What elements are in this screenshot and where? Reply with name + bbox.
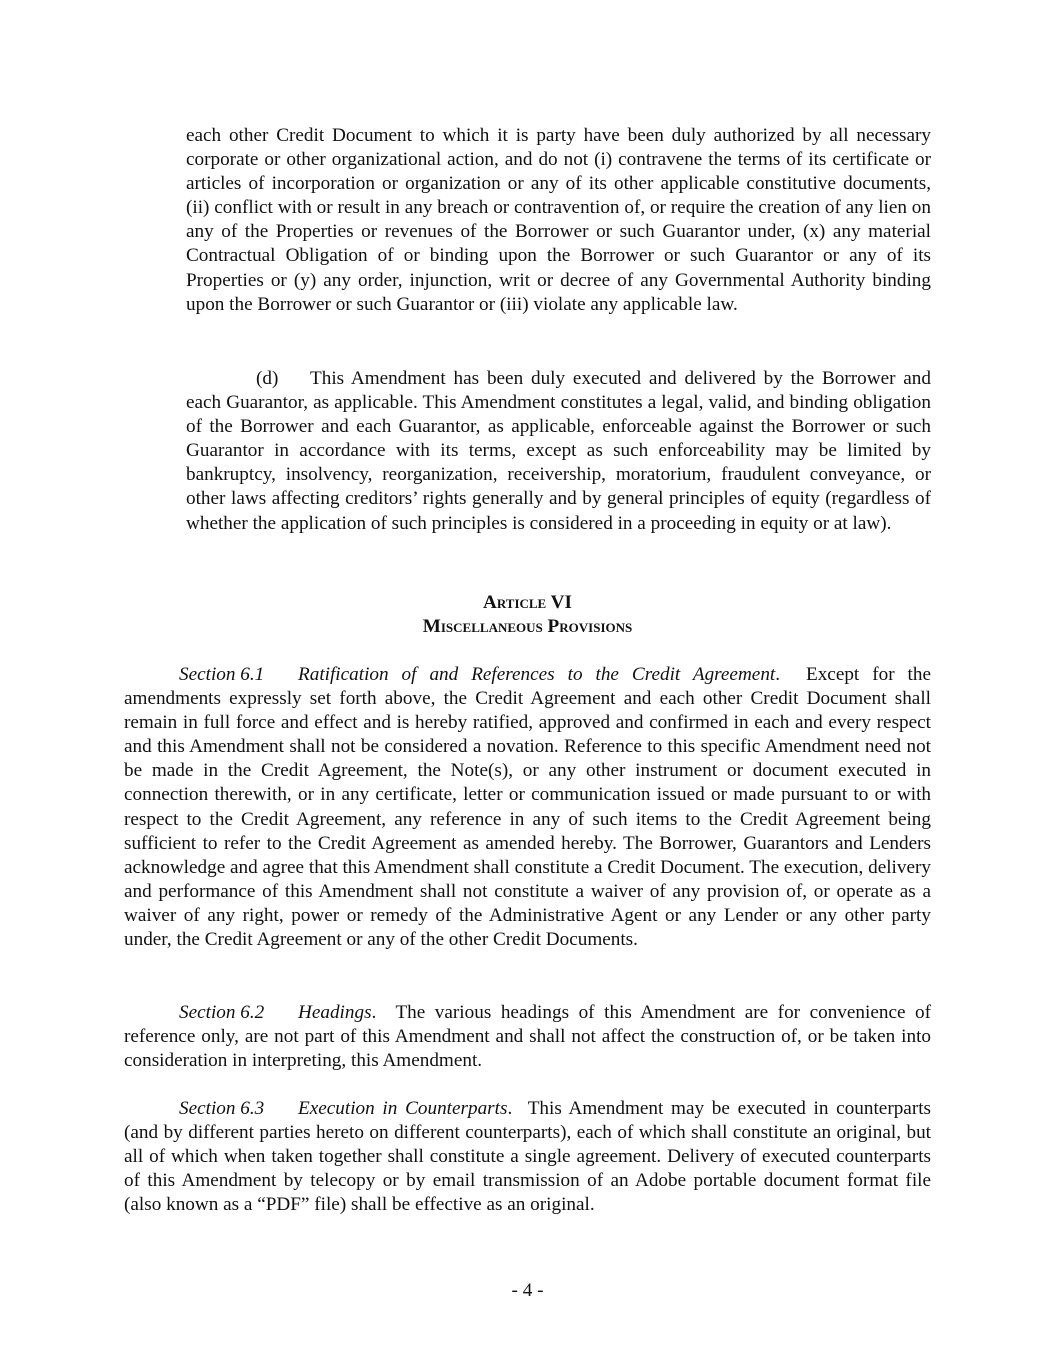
article-title: Miscellaneous Provisions (422, 616, 633, 637)
continuation-paragraph (186, 124, 931, 317)
section-6-2 (124, 1001, 931, 1073)
section-6-2-body (124, 1001, 931, 1073)
subparagraph-d-body (186, 367, 931, 536)
section-6-3-title: Execution in Counterparts (298, 1098, 508, 1119)
section-6-3-number: Section 6.3 (179, 1098, 265, 1119)
section-6-2-number: Section 6.2 (179, 1002, 265, 1023)
section-6-3-title-period: . (507, 1098, 528, 1119)
subparagraph-d-text: This Amendment has been duly executed and delivered by the Borrower and each Guarantor, as applicable. This Amendment constitutes a legal, valid, and binding obligation of the Borrower and each Guarantor, as applicable, enforceable against the Borrower or such Guarantor in accordance with its terms, except as such enforceability may be limited by bankruptcy, insolvency, reorganization, receivership, moratorium, fraudulent conveyance, or other laws affecting creditors’ rights generally and by general principles of equity (regardless of whether the application of such principles is considered in a proceeding in equity or at law). (186, 368, 931, 534)
section-6-1-body (124, 663, 931, 952)
section-6-1 (124, 663, 931, 952)
section-6-2-title: Headings (298, 1002, 372, 1023)
section-6-3 (124, 1097, 931, 1217)
section-6-1-number: Section 6.1 (179, 664, 265, 685)
subparagraph-d-label: (d) (256, 368, 279, 389)
section-6-1-text: Except for the amendments expressly set forth above, the Credit Agreement and each other Credit Document shall remain in full force and effect and is hereby ratified, approved and confirmed in each and every respect and this Amendment shall not be considered a novation. Reference to this specific Amendment need not be made in the Credit Agreement, the Note(s), or any other instrument or document executed in connection therewith, or in any certificate, letter or communication issued or made pursuant to or with respect to the Credit Agreement, any reference in any of such items to the Credit Agreement being sufficient to refer to the Credit Agreement as amended hereby. The Borrower, Guarantors and Lenders acknowledge and agree that this Amendment shall constitute a Credit Document. The execution, delivery and performance of this Amendment shall not constitute a waiver of any provision of, or operate as a waiver of any right, power or remedy of the Administrative Agent or any Lender or any other party under, the Credit Agreement or any of the other Credit Documents. (124, 664, 931, 951)
section-6-3-body (124, 1097, 931, 1217)
section-6-1-title-period: . (775, 664, 806, 685)
section-6-3-text: This Amendment may be executed in counterparts (and by different parties hereto on different counterparts), each of which shall constitute an original, but all of which when taken together shall constitute a single agreement. Delivery of executed counterparts of this Amendment by telecopy or by email transmission of an Adobe portable document format file (also known as a “PDF” file) shall be effective as an original. (124, 1098, 932, 1216)
subparagraph-d (186, 367, 931, 536)
section-6-2-text: The various headings of this Amendment are for convenience of reference only, are not part of this Amendment and shall not affect the construction of, or be taken into consideration in interpreting, this Amendment. (124, 1002, 931, 1072)
section-6-1-title: Ratification of and References to the Credit Agreement (298, 664, 776, 685)
article-number: Article VI (482, 592, 573, 613)
page-number: - 4 - (511, 1280, 544, 1301)
section-6-2-title-period: . (371, 1002, 396, 1023)
continuation-paragraph-text: each other Credit Document to which it is party have been duly authorized by all necessary corporate or other organizational action, and do not (i) contravene the terms of its certificate or articles of incorporation or organization or any of its other applicable constitutive documents, (ii) conflict with or result in any breach or contravention of, or require the creation of any lien on any of the Properties or revenues of the Borrower or such Guarantor under, (x) any material Contractual Obligation of or binding upon the Borrower or such Guarantor or any of its Properties or (y) any order, injunction, writ or decree of any Governmental Authority binding upon the Borrower or such Guarantor or (iii) violate any applicable law. (186, 125, 931, 315)
